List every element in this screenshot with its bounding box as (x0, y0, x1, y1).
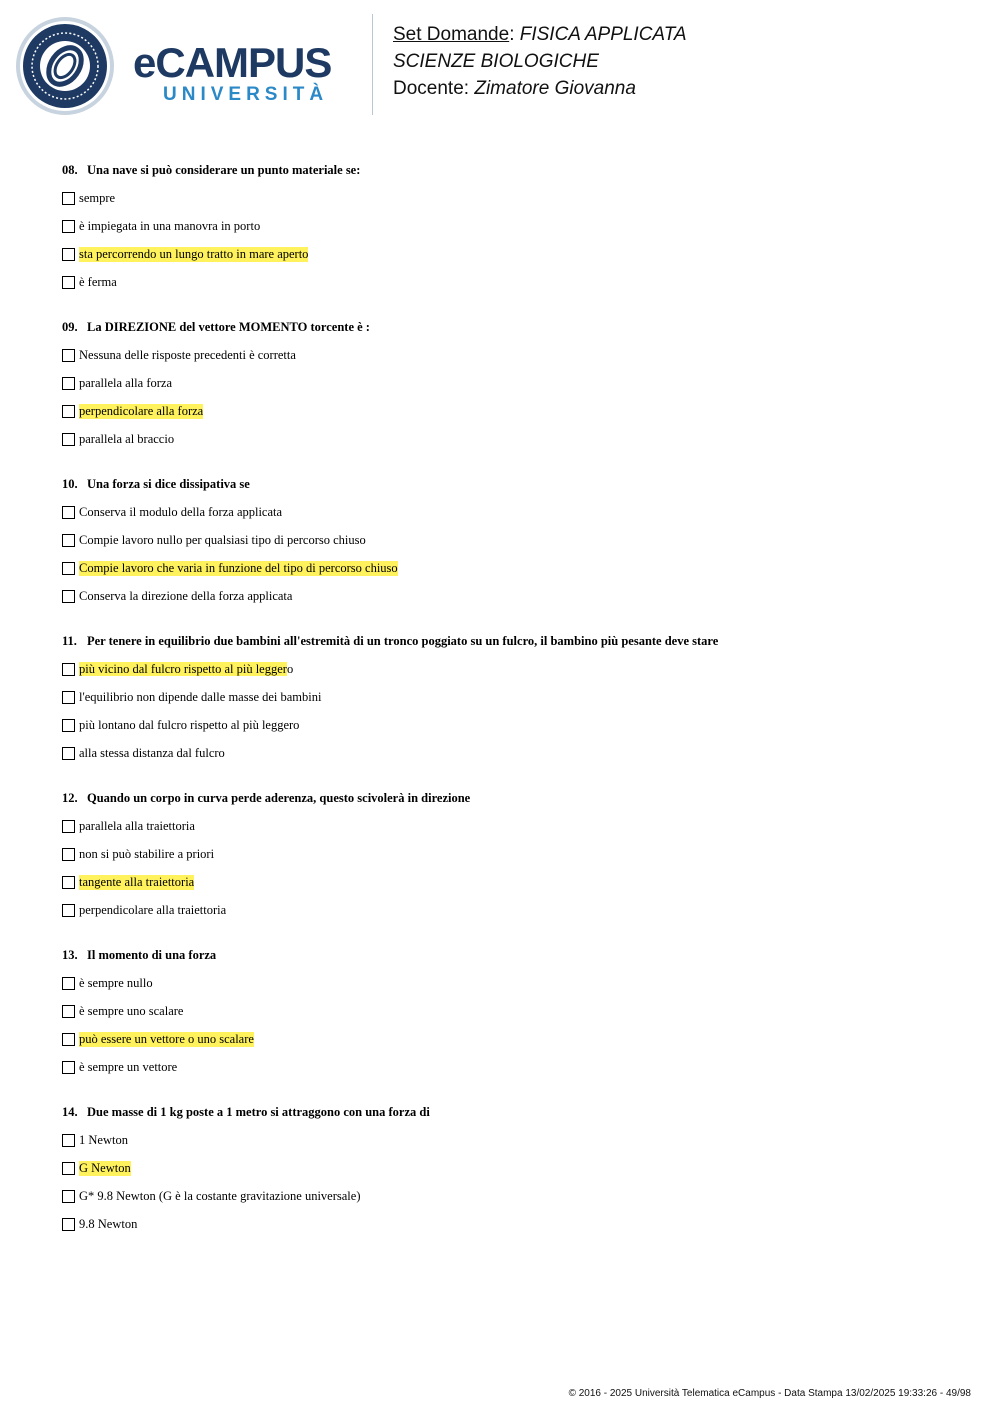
option-text: Nessuna delle risposte precedenti è corretta (79, 347, 296, 362)
question-title (62, 161, 962, 179)
answer-option[interactable] (62, 683, 962, 711)
answer-option[interactable] (62, 896, 962, 924)
option-text: Conserva la direzione della forza applicata (79, 588, 293, 603)
checkbox-icon[interactable] (62, 590, 75, 603)
checkbox-icon[interactable] (62, 506, 75, 519)
option-text: alla stessa distanza dal fulcro (79, 745, 225, 760)
option-text-highlighted: sta percorrendo un lungo tratto in mare aperto (79, 246, 309, 261)
answer-option-correct[interactable] (62, 554, 962, 582)
option-text: è sempre nullo (79, 975, 153, 990)
question-item (62, 318, 962, 453)
option-text-highlighted-part: più vicino dal fulcro rispetto al più legger (79, 661, 287, 676)
checkbox-icon[interactable] (62, 1190, 75, 1203)
checkbox-icon[interactable] (62, 349, 75, 362)
answer-option[interactable] (62, 582, 962, 610)
answer-option[interactable] (62, 997, 962, 1025)
option-text: parallela al braccio (79, 431, 175, 446)
checkbox-icon[interactable] (62, 1005, 75, 1018)
program-name: SCIENZE BIOLOGICHE (393, 51, 599, 72)
set-label: Set Domande (393, 24, 510, 45)
option-text-highlighted: Compie lavoro che varia in funzione del tipo di percorso chiuso (79, 560, 398, 575)
page-footer: © 2016 - 2025 Università Telematica eCampus - Data Stampa 13/02/2025 19:33:26 - 49/98 (568, 1388, 971, 1399)
answer-option[interactable] (62, 1053, 962, 1081)
checkbox-icon[interactable] (62, 719, 75, 732)
question-title (62, 632, 962, 650)
checkbox-icon[interactable] (62, 1134, 75, 1147)
checkbox-icon[interactable] (62, 848, 75, 861)
question-text: Una forza si dice dissipativa se (87, 477, 250, 491)
option-text: non si può stabilire a priori (79, 846, 215, 861)
checkbox-icon[interactable] (62, 192, 75, 205)
brand-subtitle: UNIVERSITÀ (163, 84, 329, 105)
question-title (62, 1103, 962, 1121)
checkbox-icon[interactable] (62, 1061, 75, 1074)
set-line: Set Domande: FISICA APPLICATA (393, 24, 687, 45)
checkbox-icon[interactable] (62, 248, 75, 261)
option-text: è sempre uno scalare (79, 1003, 184, 1018)
question-title (62, 318, 962, 336)
checkbox-icon[interactable] (62, 276, 75, 289)
option-text: parallela alla traiettoria (79, 818, 195, 833)
option-text (79, 662, 293, 677)
option-text-highlighted: tangente alla traiettoria (79, 874, 195, 889)
answer-option[interactable] (62, 840, 962, 868)
checkbox-icon[interactable] (62, 534, 75, 547)
checkbox-icon[interactable] (62, 904, 75, 917)
answer-option[interactable] (62, 369, 962, 397)
answer-option[interactable] (62, 739, 962, 767)
teacher-label: Docente (393, 78, 464, 99)
checkbox-icon[interactable] (62, 405, 75, 418)
option-text: Conserva il modulo della forza applicata (79, 504, 283, 519)
answer-option-correct[interactable] (62, 655, 962, 683)
question-item (62, 632, 962, 767)
checkbox-icon[interactable] (62, 1033, 75, 1046)
answer-option[interactable] (62, 498, 962, 526)
answer-option[interactable] (62, 711, 962, 739)
checkbox-icon[interactable] (62, 747, 75, 760)
question-number: 12. (62, 791, 78, 805)
question-number: 13. (62, 948, 78, 962)
question-item (62, 946, 962, 1081)
question-title (62, 946, 962, 964)
checkbox-icon[interactable] (62, 433, 75, 446)
question-title (62, 475, 962, 493)
option-text: 9.8 Newton (79, 1216, 138, 1231)
checkbox-icon[interactable] (62, 663, 75, 676)
question-item (62, 161, 962, 296)
question-text: Il momento di una forza (87, 948, 217, 962)
answer-option[interactable] (62, 212, 962, 240)
question-text: Quando un corpo in curva perde aderenza, questo scivolerà in direzione (87, 791, 471, 805)
answer-option[interactable] (62, 526, 962, 554)
checkbox-icon[interactable] (62, 691, 75, 704)
answer-option[interactable] (62, 425, 962, 453)
option-text: Compie lavoro nullo per qualsiasi tipo di percorso chiuso (79, 532, 366, 547)
answer-option[interactable] (62, 969, 962, 997)
option-text: è ferma (79, 274, 117, 289)
option-text-highlighted: può essere un vettore o uno scalare (79, 1031, 254, 1046)
question-text: Per tenere in equilibrio due bambini all'estremità di un tronco poggiato su un fulcro, il bambino più pesante deve stare (87, 634, 719, 648)
question-number: 09. (62, 320, 78, 334)
option-text-highlighted: perpendicolare alla forza (79, 403, 204, 418)
ecampus-wordmark (133, 40, 331, 106)
option-text-rest-part: o (286, 661, 294, 676)
answer-option[interactable] (62, 341, 962, 369)
option-text-highlighted: G Newton (79, 1160, 131, 1175)
question-number: 10. (62, 477, 78, 491)
question-title (62, 789, 962, 807)
question-text: La DIREZIONE del vettore MOMENTO torcente è : (87, 320, 370, 334)
brand-name: eCAMPUS (133, 39, 332, 86)
option-text: più lontano dal fulcro rispetto al più leggero (79, 717, 300, 732)
course-name: FISICA APPLICATA (519, 24, 687, 45)
course-info (393, 21, 687, 102)
teacher-line: Docente: Zimatore Giovanna (393, 78, 636, 99)
option-text: sempre (79, 190, 116, 205)
option-text: 1 Newton (79, 1132, 128, 1147)
checkbox-icon[interactable] (62, 220, 75, 233)
option-text: G* 9.8 Newton (G è la costante gravitazione universale) (79, 1188, 361, 1203)
question-item (62, 789, 962, 924)
option-text: è sempre un vettore (79, 1059, 178, 1074)
answer-option-correct[interactable] (62, 1154, 962, 1182)
answer-option-correct[interactable] (62, 397, 962, 425)
question-text: Una nave si può considerare un punto materiale se: (87, 163, 361, 177)
checkbox-icon[interactable] (62, 562, 75, 575)
option-text: parallela alla forza (79, 375, 172, 390)
checkbox-icon[interactable] (62, 876, 75, 889)
question-text: Due masse di 1 kg poste a 1 metro si attraggono con una forza di (87, 1105, 430, 1119)
option-text: l'equilibrio non dipende dalle masse dei bambini (79, 689, 322, 704)
checkbox-icon[interactable] (62, 1162, 75, 1175)
checkbox-icon[interactable] (62, 977, 75, 990)
answer-option[interactable] (62, 268, 962, 296)
question-number: 14. (62, 1105, 78, 1119)
header-divider (372, 14, 373, 115)
checkbox-icon[interactable] (62, 377, 75, 390)
answer-option[interactable] (62, 184, 962, 212)
program-line (393, 48, 687, 75)
question-number: 11. (62, 634, 77, 648)
checkbox-icon[interactable] (62, 1218, 75, 1231)
answer-option-correct[interactable] (62, 240, 962, 268)
option-text: è impiegata in una manovra in porto (79, 218, 261, 233)
question-list (62, 161, 962, 1260)
checkbox-icon[interactable] (62, 820, 75, 833)
answer-option[interactable] (62, 1210, 962, 1238)
question-item (62, 1103, 962, 1238)
answer-option[interactable] (62, 1182, 962, 1210)
option-text: perpendicolare alla traiettoria (79, 902, 227, 917)
answer-option[interactable] (62, 812, 962, 840)
answer-option-correct[interactable] (62, 1025, 962, 1053)
answer-option-correct[interactable] (62, 868, 962, 896)
answer-option[interactable] (62, 1126, 962, 1154)
question-item (62, 475, 962, 610)
ecampus-seal-icon (15, 16, 115, 116)
question-number: 08. (62, 163, 78, 177)
teacher-name: Zimatore Giovanna (474, 78, 636, 99)
